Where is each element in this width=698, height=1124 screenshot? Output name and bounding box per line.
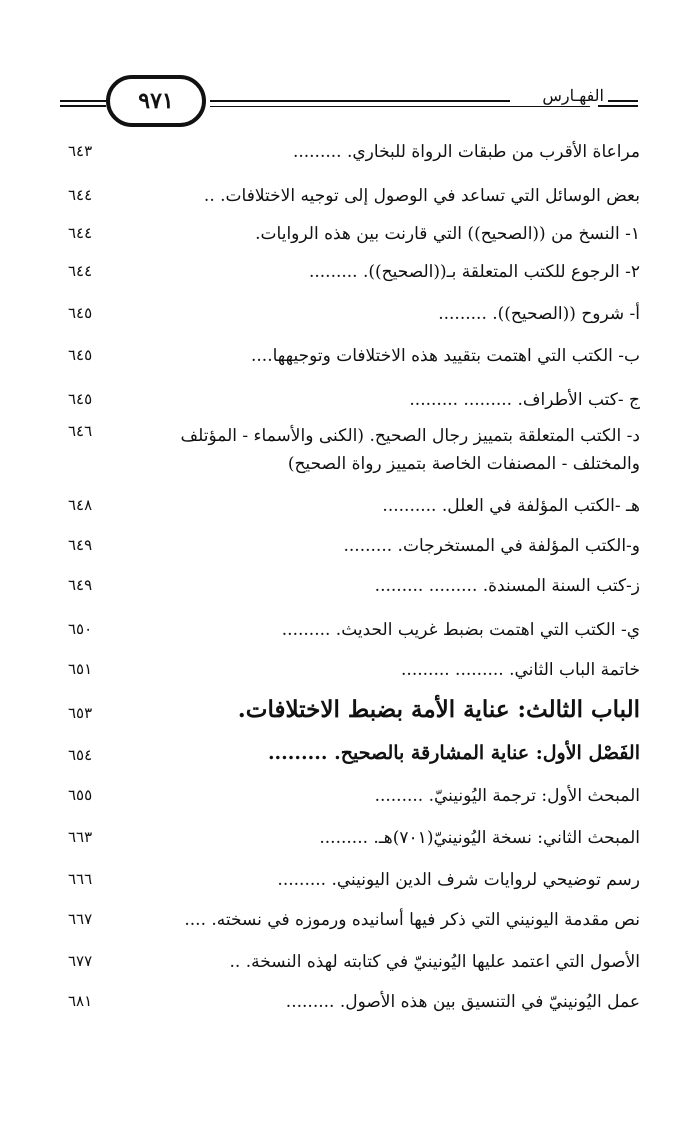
header-rule bbox=[598, 105, 638, 107]
toc-entry-title: ز-كتب السنة المسندة. ......... ......... bbox=[374, 576, 640, 596]
toc-entry-page: ٦٤٥ bbox=[68, 304, 93, 322]
toc-entry-page: ٦٥٤ bbox=[68, 746, 93, 764]
toc-entry-page: ٦٤٥ bbox=[68, 390, 93, 408]
header-rule bbox=[60, 105, 106, 107]
toc-entry-title: المبحث الأول: ترجمة اليُونينيّ. ......... bbox=[374, 786, 640, 806]
toc-section-title: الفَصْل الأول: عناية المشارقة بالصحيح. ......... bbox=[267, 742, 640, 764]
toc-entry-title: هـ -الكتب المؤلفة في العلل. .......... bbox=[382, 496, 640, 516]
toc-entry-page: ٦٦٦ bbox=[68, 870, 93, 888]
toc-entry-page: ٦٤٤ bbox=[68, 186, 93, 204]
page-header bbox=[60, 72, 640, 132]
toc-entry-title: نص مقدمة اليونيني التي ذكر فيها أسانيده ورموزه في نسخته. .... bbox=[184, 910, 640, 930]
toc-entry-page: ٦٦٣ bbox=[68, 828, 93, 846]
toc-entry-page: ٦٤٦ bbox=[68, 422, 93, 440]
toc-entry-page: ٦٤٣ bbox=[68, 142, 93, 160]
toc-entry-title: ١- النسخ من ((الصحيح)) التي قارنت بين هذه الروايات. bbox=[255, 224, 640, 244]
toc-entry-page: ٦٥٥ bbox=[68, 786, 93, 804]
toc-entry-page: ٦٤٨ bbox=[68, 496, 93, 514]
header-rule bbox=[60, 100, 106, 102]
toc-entry-page: ٦٥٠ bbox=[68, 620, 93, 638]
toc-entry-title: بعض الوسائل التي تساعد في الوصول إلى توجيه الاختلافات. .. bbox=[203, 186, 640, 206]
toc-entry-title: أ- شروح ((الصحيح)). ......... bbox=[438, 304, 640, 324]
toc-entry-title: مراعاة الأقرب من طبقات الرواة للبخاري. ......... bbox=[292, 142, 640, 162]
toc-entry-page: ٦٧٧ bbox=[68, 952, 93, 970]
toc-entry-page: ٦٤٤ bbox=[68, 224, 93, 242]
toc-entry-title: ي- الكتب التي اهتمت بضبط غريب الحديث. ......... bbox=[281, 620, 640, 640]
toc-entry-page: ٦٤٩ bbox=[68, 536, 93, 554]
toc-entry-title: عمل اليُونينيّ في التنسيق بين هذه الأصول. ......... bbox=[285, 992, 640, 1012]
toc-entry-page: ٦٤٥ bbox=[68, 346, 93, 364]
toc-entry-page: ٦٤٩ bbox=[68, 576, 93, 594]
toc-entry-page: ٦٥٣ bbox=[68, 704, 93, 722]
header-rule bbox=[210, 106, 590, 107]
toc-entry-title: رسم توضيحي لروايات شرف الدين اليونيني. ......... bbox=[277, 870, 640, 890]
toc-entry-page: ٦٤٤ bbox=[68, 262, 93, 280]
toc-entry-title: ٢- الرجوع للكتب المتعلقة بـ((الصحيح)). ......... bbox=[308, 262, 640, 282]
running-title: الفهـارس bbox=[510, 86, 608, 105]
toc-entry-title: و-الكتب المؤلفة في المستخرجات. ......... bbox=[343, 536, 640, 556]
page-number: ٩٧١ bbox=[106, 75, 206, 127]
toc-entry-title: د- الكتب المتعلقة بتمييز رجال الصحيح. (الكنى والأسماء - المؤتلف والمختلف - المصنفات الخاصة بتمييز رواة الصحيح) bbox=[180, 426, 640, 474]
toc-entry-title: المبحث الثاني: نسخة اليُونينيّ(٧٠١)هـ. ......... bbox=[319, 828, 640, 848]
toc-entry-title: ج -كتب الأطراف. ......... ......... bbox=[409, 390, 640, 410]
toc-chapter-title: الباب الثالث: عناية الأمة بضبط الاختلافات. bbox=[237, 696, 640, 723]
toc-entry-page: ٦٦٧ bbox=[68, 910, 93, 928]
toc-entry-title: خاتمة الباب الثاني. ......... ......... bbox=[401, 660, 640, 680]
toc-entry-page: ٦٥١ bbox=[68, 660, 93, 678]
toc-entry-title: الأصول التي اعتمد عليها اليُونينيّ في كتابته لهذه النسخة. .. bbox=[229, 952, 640, 972]
toc-entry-title: ب- الكتب التي اهتمت بتقييد هذه الاختلافات وتوجيهها.... bbox=[250, 346, 640, 366]
toc-entry-page: ٦٨١ bbox=[68, 992, 93, 1010]
